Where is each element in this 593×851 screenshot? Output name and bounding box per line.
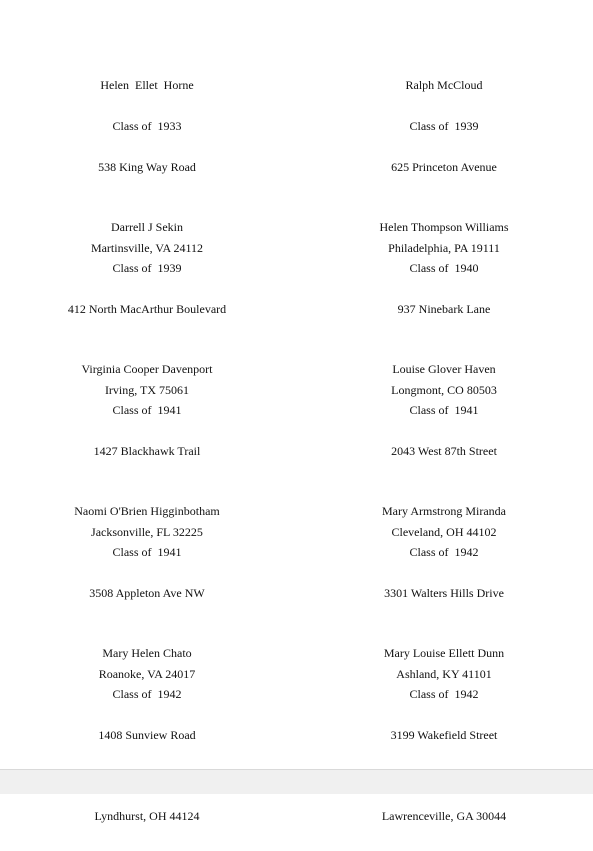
class-year: Class of 1941 [112, 402, 182, 417]
recipient-name: Mary Armstrong Miranda [382, 504, 506, 519]
street-address: 3301 Walters Hills Drive [384, 585, 504, 600]
city-state-zip: Roanoke, VA 24017 [98, 667, 196, 682]
street-address: 1408 Sunview Road [98, 727, 196, 742]
street-address: 3199 Wakefield Street [390, 727, 498, 742]
class-year: Class of 1933 [112, 118, 182, 133]
street-address: 625 Princeton Avenue [391, 159, 497, 174]
class-year: Class of 1939 [409, 118, 479, 133]
city-state-zip: Ashland, KY 41101 [396, 667, 492, 682]
recipient-name: Darrell J Sekin [111, 220, 183, 235]
city-state-zip: Irving, TX 75061 [104, 383, 190, 398]
class-year: Class of 1941 [409, 402, 479, 417]
recipient-name: Helen Thompson Williams [379, 220, 509, 235]
street-address: 412 North MacArthur Boulevard [67, 301, 227, 316]
window-bottom-bar [0, 769, 593, 794]
city-state-zip: Lyndhurst, OH 44124 [94, 809, 200, 824]
class-year: Class of 1940 [409, 260, 479, 275]
recipient-name: Helen Ellet Horne [100, 78, 194, 93]
street-address: 937 Ninebark Lane [397, 301, 491, 316]
recipient-name: Mary Helen Chato [102, 646, 192, 661]
recipient-name: Mary Louise Ellett Dunn [383, 646, 505, 661]
street-address: 2043 West 87th Street [391, 443, 497, 458]
recipient-name: Ralph McCloud [405, 78, 483, 93]
city-state-zip: Longmont, CO 80503 [391, 383, 497, 398]
city-state-zip: Philadelphia, PA 19111 [388, 241, 500, 256]
street-address: 538 King Way Road [98, 159, 196, 174]
city-state-zip: Lawrenceville, GA 30044 [381, 809, 507, 824]
city-state-zip: Cleveland, OH 44102 [391, 525, 497, 540]
class-year: Class of 1942 [409, 544, 479, 559]
recipient-name: Louise Glover Haven [392, 362, 496, 377]
city-state-zip: Jacksonville, FL 32225 [91, 525, 203, 540]
class-year: Class of 1942 [112, 686, 182, 701]
street-address: 1427 Blackhawk Trail [93, 443, 201, 458]
address-label [334, 620, 554, 851]
street-address: 3508 Appleton Ave NW [89, 585, 205, 600]
class-year: Class of 1939 [112, 260, 182, 275]
class-year: Class of 1942 [409, 686, 479, 701]
recipient-name: Naomi O'Brien Higginbotham [74, 504, 220, 519]
recipient-name: Virginia Cooper Davenport [81, 362, 213, 377]
address-label [37, 620, 257, 851]
class-year: Class of 1941 [112, 544, 182, 559]
city-state-zip: Martinsville, VA 24112 [90, 241, 204, 256]
